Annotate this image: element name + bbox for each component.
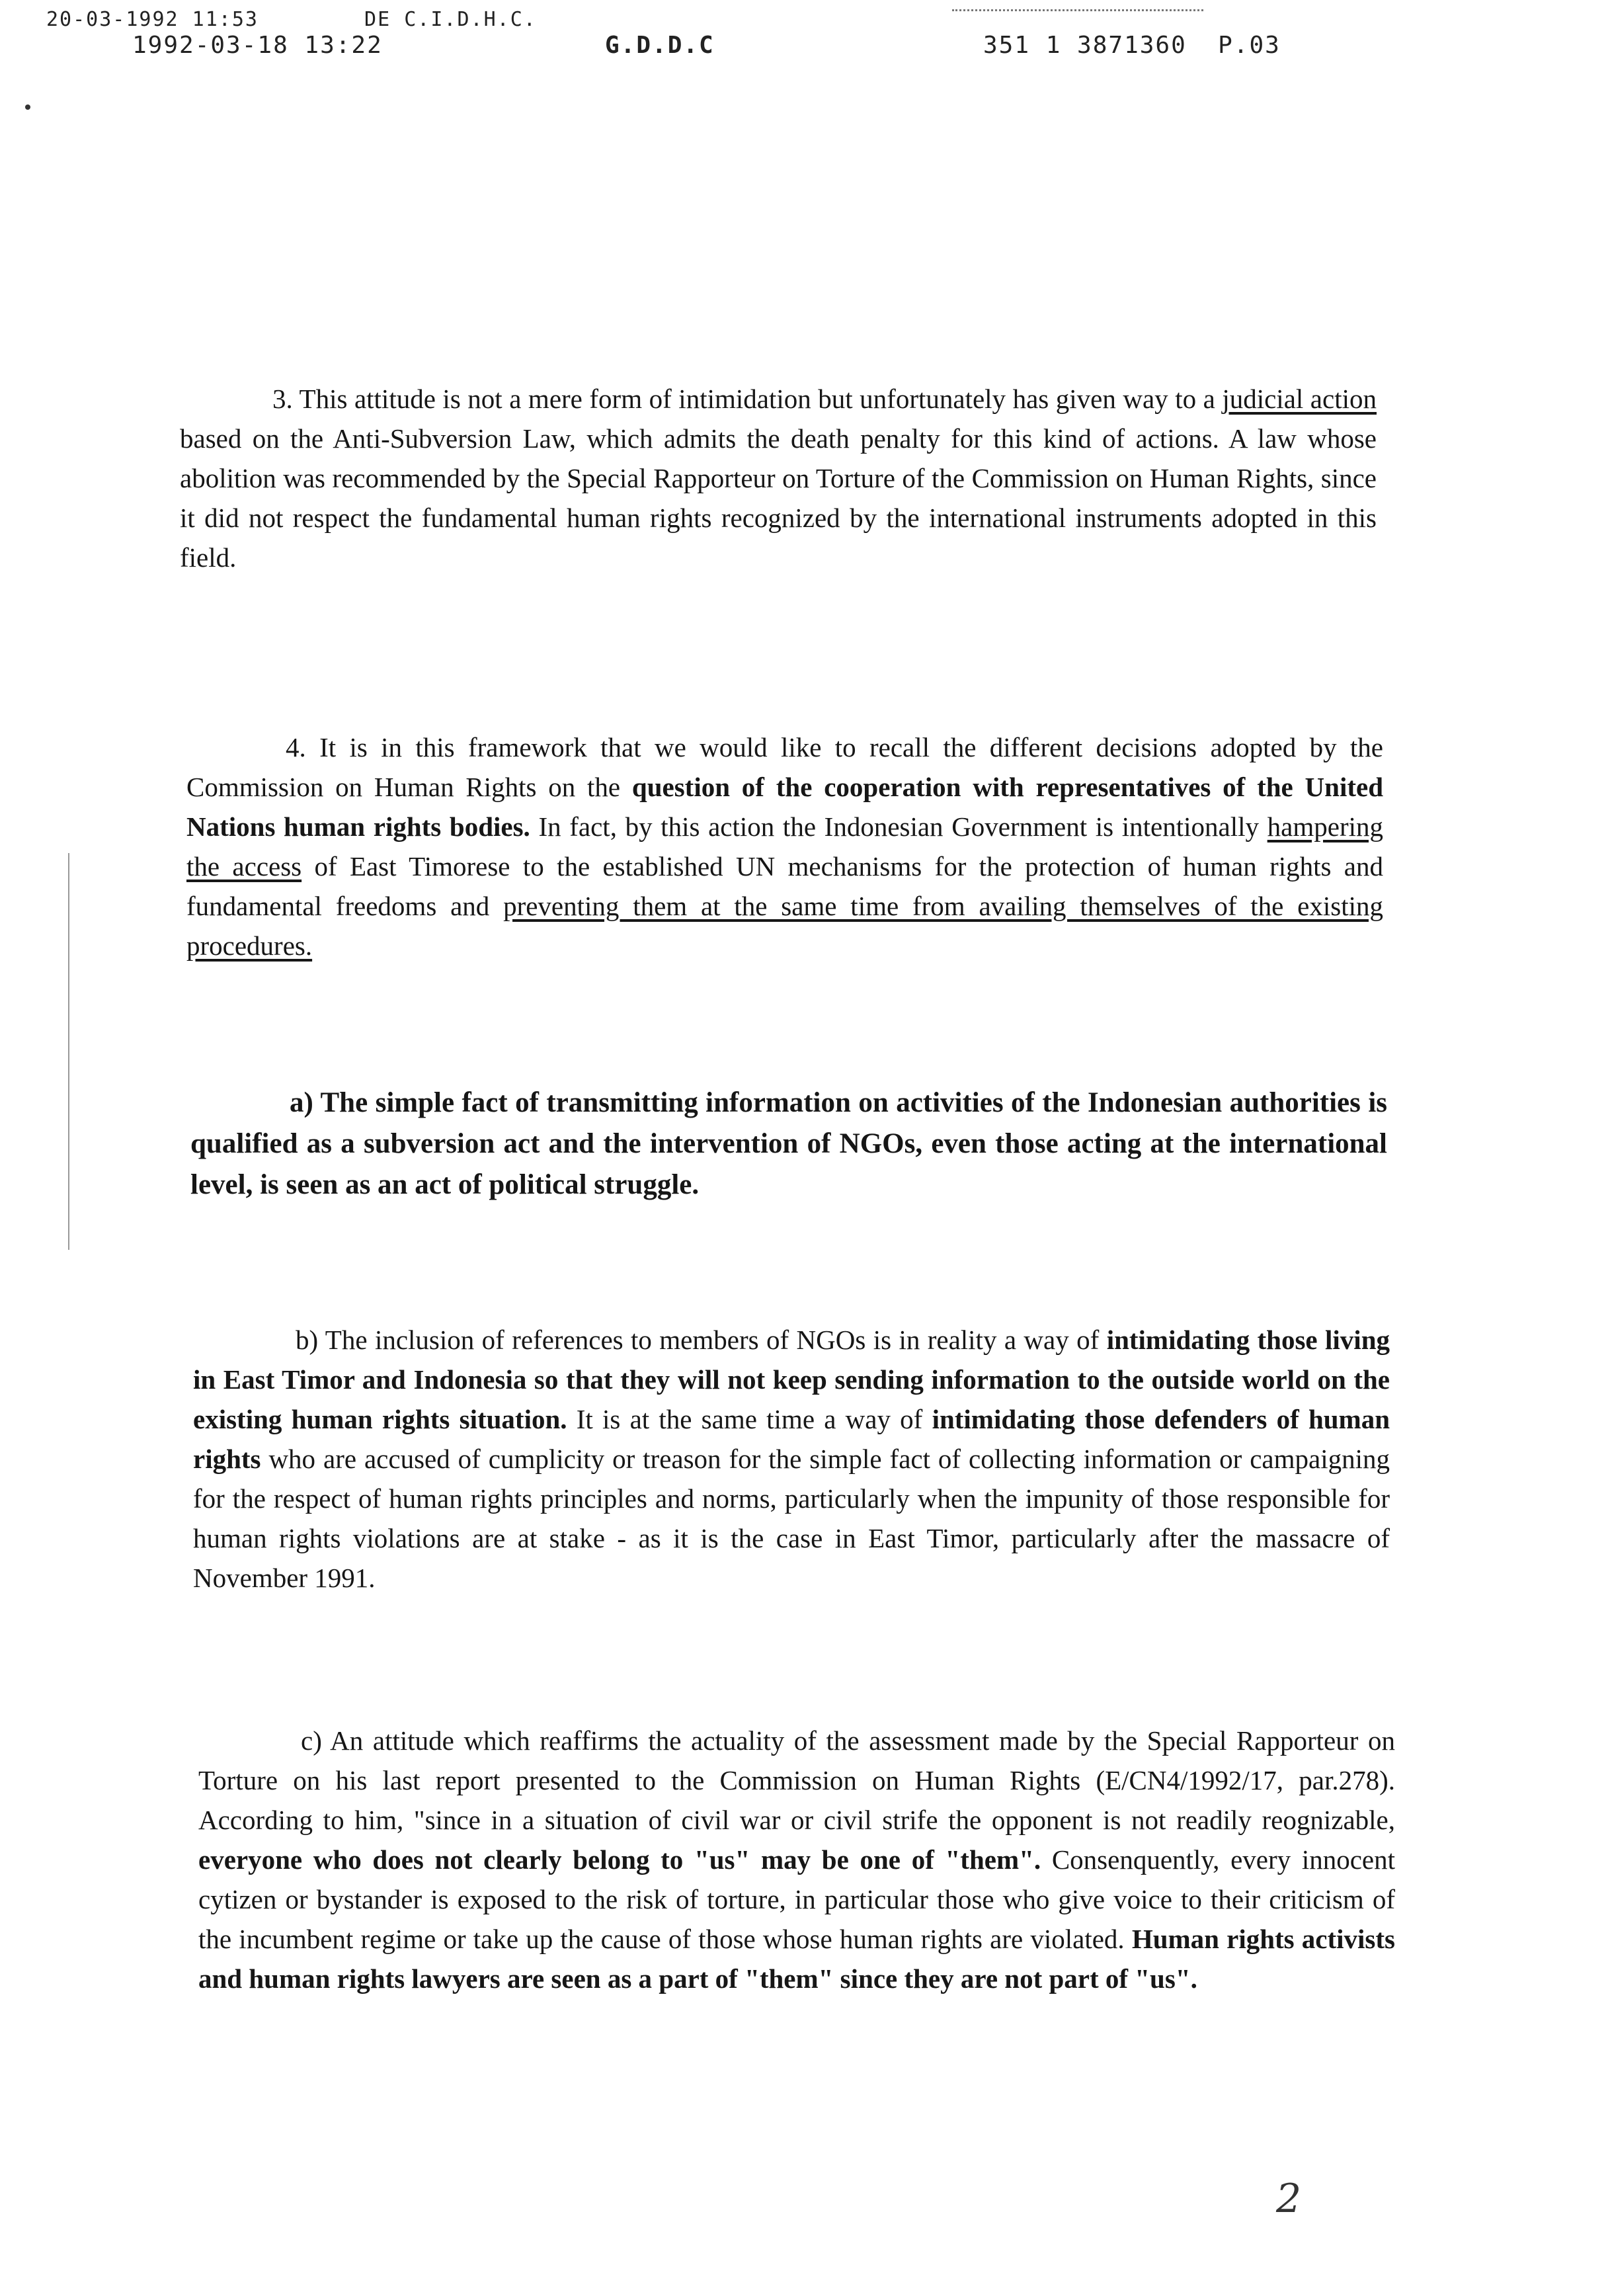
paragraph-4-text-c: of East Timorese to the established UN mechanisms for the protection of human rights and fundamental freedoms and (186, 851, 1383, 921)
fax-timestamp-2: 1992-03-18 13:22 (132, 32, 383, 59)
item-b-bold-2: intimidating those defenders of human rights (193, 1404, 1390, 1474)
paragraph-4-underlined-2: preventing them at the same time from availing themselves of the existing procedures. (186, 891, 1383, 961)
item-b-text-b: It is at the same time a way of (567, 1404, 932, 1434)
item-c (198, 1721, 1395, 1998)
paragraph-3-text-a: 3. This attitude is not a mere form of intimidation but unfortunately has given way to a (272, 384, 1223, 414)
paragraph-4-text-a: 4. It is in this framework that we would like to recall the different decisions adopted by the Commission on Human Rights on the (186, 732, 1383, 802)
paragraph-4 (186, 727, 1383, 965)
fax-header-line-1 (46, 8, 629, 31)
item-c-bold-2: Human rights activists and human rights lawyers are seen as a part of "them" since they are not part of "us". (198, 1924, 1396, 1994)
fax-header-dotted-rule (952, 9, 1203, 11)
item-c-text-a: c) An attitude which reaffirms the actuality of the assessment made by the Special Rapporteur on Torture on his last report presented to the Commission on Human Rights (E/CN4/1992/17, par.278). According to him, "since in a situation of civil war or civil strife the opponent is not readily reognizable, (198, 1725, 1395, 1835)
scan-speck (25, 104, 30, 110)
fax-page: P.03 (1218, 32, 1281, 59)
item-a-text: a) The simple fact of transmitting information on activities of the Indonesian authorities is qualified as a subversion act and the intervention of NGOs, even those acting at the international level, is seen as an act of political struggle. (190, 1087, 1387, 1200)
page-number: 2 (1276, 2176, 1302, 2222)
fax-sender-2: G.D.D.C (605, 32, 715, 59)
paragraph-4-underlined-1: hampering the access (186, 811, 1383, 882)
paragraph-3-underlined: judicial action (1222, 384, 1377, 414)
item-b (193, 1320, 1390, 1598)
paragraph-4-text-b: In fact, by this action the Indonesian Government is intentionally (530, 811, 1267, 842)
item-b-bold-1: intimidating those living in East Timor and Indonesia so that they will not keep sending information to the outside world on the existing human rights situation. (193, 1325, 1390, 1434)
scan-margin-line (68, 853, 69, 1250)
item-b-text-a: b) The inclusion of references to members of NGOs is in reality a way of (296, 1325, 1107, 1355)
paragraph-3 (180, 379, 1377, 577)
item-c-bold-1: everyone who does not clearly belong to "us" may be one of "them". (198, 1844, 1041, 1875)
item-a (190, 1083, 1387, 1206)
paragraph-4-bold: question of the cooperation with representatives of the United Nations human rights bodies. (186, 772, 1383, 842)
fax-sender-1: DE C.I.D.H.C. (364, 8, 537, 31)
item-b-text-c: who are accused of cumplicity or treason for the simple fact of collecting information or campaigning for the respect of human rights principles and norms, particularly when the impunity of those responsible for human rights violations are at stake - as it is the case in East Timor, particularly after the massacre of November 1991. (193, 1444, 1390, 1593)
paragraph-3-text-b: based on the Anti-Subversion Law, which admits the death penalty for this kind of actions. A law whose abolition was recommended by the Special Rapporteur on Torture of the Commission on Human Rights, since it did not respect the fundamental human rights recognized by the international instruments adopted in this field. (180, 423, 1377, 573)
item-c-text-b: Consenquently, every innocent cytizen or bystander is exposed to the risk of torture, in particular those who give voice to their criticism of the incumbent regime or take up the cause of those whose human rights are violated. (198, 1844, 1395, 1954)
fax-timestamp-1: 20-03-1992 11:53 (46, 8, 259, 31)
fax-phone-and-page (983, 32, 1281, 59)
fax-phone: 351 1 3871360 (983, 32, 1187, 59)
